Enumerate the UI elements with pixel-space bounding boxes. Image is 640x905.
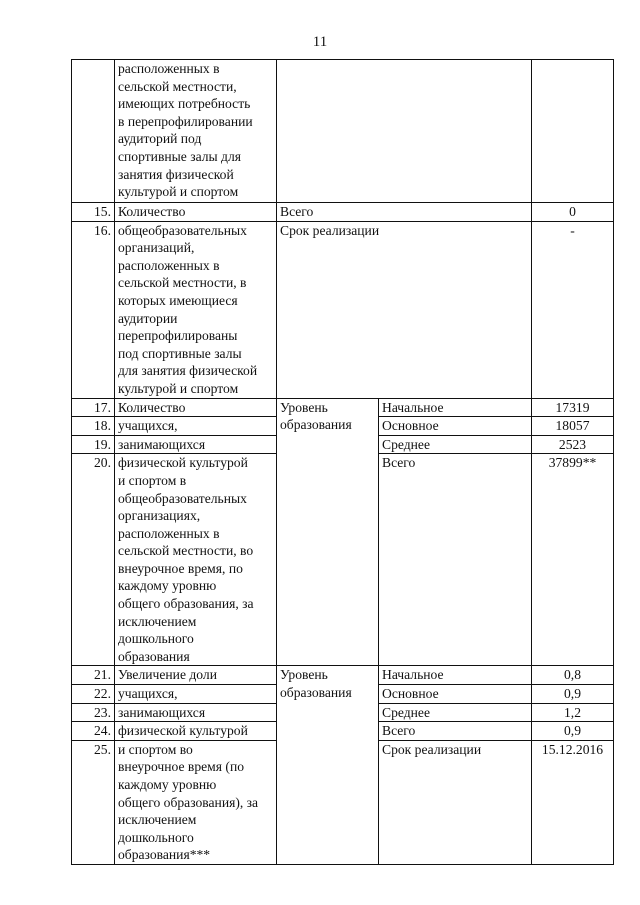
level-value: 37899**: [532, 454, 614, 666]
row-number: 22.: [72, 685, 115, 704]
table-row: [72, 666, 614, 685]
row-number: 18.: [72, 417, 115, 436]
category-cell: Уровень образования: [277, 398, 379, 666]
level-value: 0,8: [532, 666, 614, 685]
row-number: 23.: [72, 703, 115, 722]
level-value: 2523: [532, 435, 614, 454]
level-label: Основное: [379, 685, 532, 704]
row-number: 15.: [72, 203, 115, 222]
row-number: 19.: [72, 435, 115, 454]
level-value: 0,9: [532, 685, 614, 704]
table-row: [72, 398, 614, 417]
level-value: 15.12.2016: [532, 740, 614, 864]
row-label: Всего: [277, 203, 532, 222]
table-row: [72, 60, 614, 203]
row-description: занимающихся: [115, 703, 277, 722]
row-description: Количество: [115, 398, 277, 417]
indicator-table: [71, 59, 614, 865]
row-description: общеобразовательных организаций, расположенных в сельской местности, в которых имеющиеся аудитории перепрофилированы под спортивные залы для занятия физической культурой и спортом: [115, 221, 277, 398]
row-label: Срок реализации: [277, 221, 532, 398]
level-value: 18057: [532, 417, 614, 436]
category-cell: Уровень образования: [277, 666, 379, 865]
row-description: расположенных в сельской местности, имеющих потребность в перепрофилировании аудиторий под спортивные залы для занятия физической культурой и спортом: [115, 60, 277, 203]
row-description: и спортом во внеурочное время (по каждому уровню общего образования), за исключением дошкольного образования***: [115, 740, 277, 864]
row-value: -: [532, 221, 614, 398]
row-description: учащихся,: [115, 417, 277, 436]
level-label: Всего: [379, 454, 532, 666]
row-label: [277, 60, 532, 203]
row-number: [72, 60, 115, 203]
level-label: Среднее: [379, 703, 532, 722]
row-description: занимающихся: [115, 435, 277, 454]
level-label: Срок реализации: [379, 740, 532, 864]
row-description: Количество: [115, 203, 277, 222]
row-value: 0: [532, 203, 614, 222]
row-description: физической культурой: [115, 722, 277, 741]
level-label: Всего: [379, 722, 532, 741]
level-label: Среднее: [379, 435, 532, 454]
level-value: 17319: [532, 398, 614, 417]
level-label: Начальное: [379, 398, 532, 417]
row-description: физической культурой и спортом в общеобразовательных организациях, расположенных в сельской местности, во внеурочное время, по каждому уровню общего образования, за исключением дошкольного образования: [115, 454, 277, 666]
row-number: 20.: [72, 454, 115, 666]
row-description: Увеличение доли: [115, 666, 277, 685]
table-row: [72, 203, 614, 222]
row-number: 25.: [72, 740, 115, 864]
row-number: 16.: [72, 221, 115, 398]
row-value: [532, 60, 614, 203]
row-description: учащихся,: [115, 685, 277, 704]
row-number: 21.: [72, 666, 115, 685]
row-number: 24.: [72, 722, 115, 741]
row-number: 17.: [72, 398, 115, 417]
level-label: Основное: [379, 417, 532, 436]
level-value: 1,2: [532, 703, 614, 722]
level-value: 0,9: [532, 722, 614, 741]
level-label: Начальное: [379, 666, 532, 685]
table-row: [72, 221, 614, 398]
page-number: 11: [312, 34, 328, 50]
